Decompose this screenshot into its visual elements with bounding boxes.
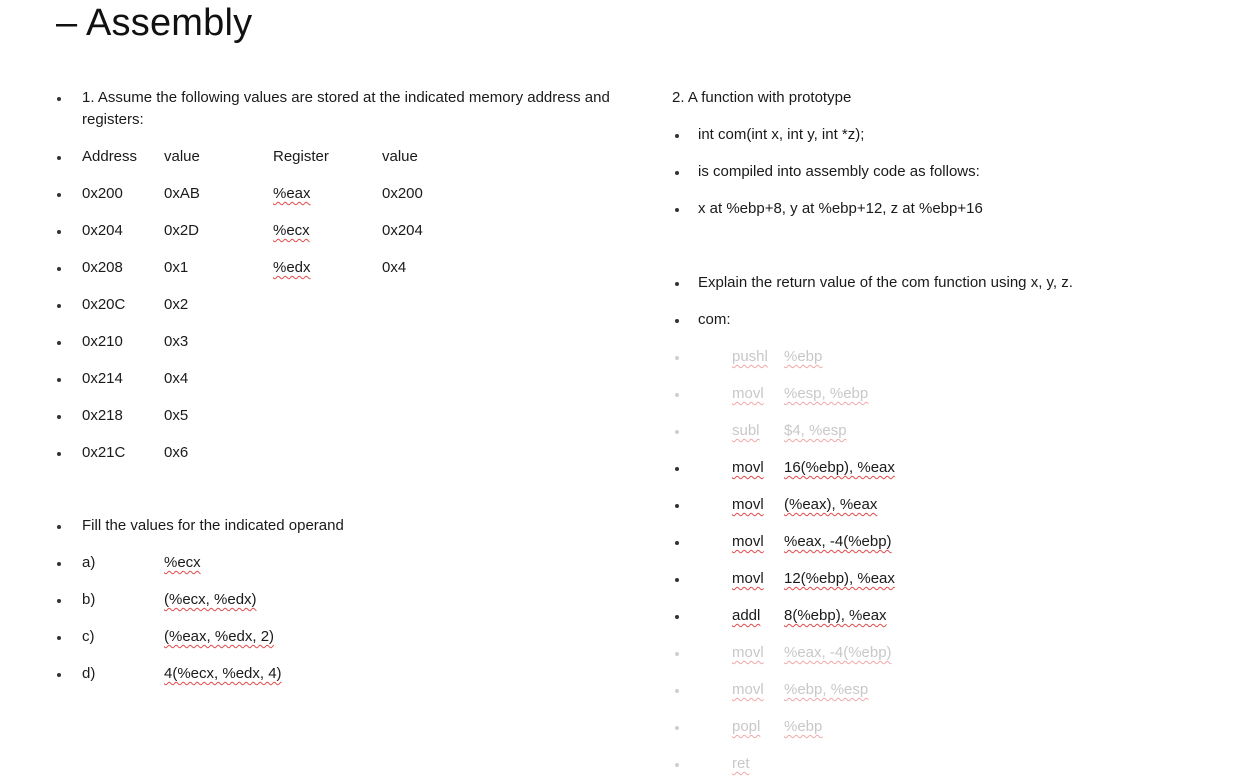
bullet bbox=[675, 393, 679, 397]
bullet bbox=[675, 504, 679, 508]
code-opcode: movl bbox=[732, 681, 764, 698]
memory-value: 0x5 bbox=[164, 407, 189, 424]
operand-label: b) bbox=[82, 591, 96, 608]
fill-prompt: Fill the values for the indicated operand bbox=[82, 517, 344, 534]
memory-address: 0x214 bbox=[82, 370, 123, 387]
memory-value: 0x4 bbox=[164, 370, 189, 387]
operand-expression: (%ecx, %edx) bbox=[164, 591, 257, 608]
register-value: 0x4 bbox=[382, 259, 407, 276]
bullet bbox=[675, 171, 679, 175]
code-opcode: ret bbox=[732, 755, 750, 772]
code-operands: $4, %esp bbox=[784, 422, 847, 439]
bullet bbox=[675, 652, 679, 656]
memory-value: 0x6 bbox=[164, 444, 189, 461]
code-line bbox=[732, 533, 892, 551]
code-line bbox=[732, 422, 847, 440]
bullet bbox=[57, 193, 61, 197]
register-name: %eax bbox=[273, 185, 311, 202]
code-line bbox=[732, 385, 868, 403]
code-line bbox=[732, 718, 822, 736]
operand-expression: (%eax, %edx, 2) bbox=[164, 628, 275, 645]
bullet bbox=[675, 134, 679, 138]
code-operands: %ebp, %esp bbox=[784, 681, 869, 698]
code-line bbox=[732, 644, 892, 662]
bullet bbox=[675, 319, 679, 323]
code-operands: (%eax), %eax bbox=[784, 496, 878, 513]
bullet bbox=[57, 230, 61, 234]
q1-intro: 1. Assume the following values are stored at the indicated memory address and bbox=[82, 89, 610, 106]
bullet bbox=[675, 541, 679, 545]
bullet bbox=[675, 467, 679, 471]
code-operands: 8(%ebp), %eax bbox=[784, 607, 887, 624]
bullet bbox=[57, 156, 61, 160]
bullet bbox=[57, 378, 61, 382]
code-opcode: pushl bbox=[732, 348, 768, 365]
bullet bbox=[57, 673, 61, 677]
code-operands: %ebp bbox=[784, 718, 823, 735]
register-value: 0x204 bbox=[382, 222, 423, 239]
memory-address: 0x218 bbox=[82, 407, 123, 424]
bullet bbox=[675, 689, 679, 693]
memory-address: 0x210 bbox=[82, 333, 123, 350]
memory-value: 0x1 bbox=[164, 259, 189, 276]
memory-address: 0x200 bbox=[82, 185, 123, 202]
bullet bbox=[675, 615, 679, 619]
code-line bbox=[732, 681, 868, 699]
bullet bbox=[675, 356, 679, 360]
register-name: %ecx bbox=[273, 222, 310, 239]
code-opcode: popl bbox=[732, 718, 761, 735]
operand-expression: 4(%ecx, %edx, 4) bbox=[164, 665, 282, 682]
code-line bbox=[732, 496, 877, 514]
operand-label: a) bbox=[82, 554, 96, 571]
memory-address: 0x20C bbox=[82, 296, 126, 313]
code-operands: %eax, -4(%ebp) bbox=[784, 533, 892, 550]
code-line bbox=[732, 348, 822, 366]
code-opcode: movl bbox=[732, 496, 764, 513]
function-label: com: bbox=[698, 311, 731, 328]
code-line bbox=[732, 570, 895, 588]
register-name: %edx bbox=[273, 259, 311, 276]
header-value: value bbox=[164, 148, 200, 165]
bullet bbox=[675, 430, 679, 434]
bullet bbox=[57, 452, 61, 456]
bullet bbox=[675, 763, 679, 767]
bullet bbox=[57, 341, 61, 345]
memory-value: 0x3 bbox=[164, 333, 189, 350]
code-line bbox=[732, 459, 895, 477]
bullet bbox=[675, 578, 679, 582]
bullet bbox=[57, 267, 61, 271]
bullet bbox=[57, 562, 61, 566]
page-title: – Assembly bbox=[56, 2, 253, 44]
q1-intro-cont: registers: bbox=[82, 111, 144, 128]
operand-label: d) bbox=[82, 665, 96, 682]
explain-text: Explain the return value of the com function using x, y, z. bbox=[698, 274, 1073, 291]
bullet bbox=[57, 97, 61, 101]
memory-value: 0x2D bbox=[164, 222, 200, 239]
code-operands: %ebp bbox=[784, 348, 823, 365]
memory-value: 0x2 bbox=[164, 296, 189, 313]
code-opcode: addl bbox=[732, 607, 761, 624]
args-text: x at %ebp+8, y at %ebp+12, z at %ebp+16 bbox=[698, 200, 983, 217]
memory-address: 0x208 bbox=[82, 259, 123, 276]
code-opcode: movl bbox=[732, 533, 764, 550]
operand-expression: %ecx bbox=[164, 554, 201, 571]
q2-intro: 2. A function with prototype bbox=[672, 89, 852, 106]
bullet bbox=[57, 304, 61, 308]
code-opcode: movl bbox=[732, 644, 764, 661]
prototype: int com(int x, int y, int *z); bbox=[698, 126, 865, 143]
code-opcode: movl bbox=[732, 570, 764, 587]
memory-value: 0xAB bbox=[164, 185, 200, 202]
code-operands: %eax, -4(%ebp) bbox=[784, 644, 892, 661]
bullet bbox=[57, 636, 61, 640]
code-operands: 16(%ebp), %eax bbox=[784, 459, 895, 476]
code-opcode: subl bbox=[732, 422, 760, 439]
code-operands: %esp, %ebp bbox=[784, 385, 869, 402]
code-operands: 12(%ebp), %eax bbox=[784, 570, 895, 587]
bullet bbox=[57, 415, 61, 419]
code-line bbox=[732, 607, 887, 625]
operand-label: c) bbox=[82, 628, 95, 645]
bullet bbox=[675, 208, 679, 212]
bullet bbox=[675, 726, 679, 730]
bullet bbox=[675, 282, 679, 286]
header-address: Address bbox=[82, 148, 138, 165]
code-opcode: movl bbox=[732, 385, 764, 402]
code-line bbox=[732, 755, 784, 773]
header-register: Register bbox=[273, 148, 329, 165]
bullet bbox=[57, 599, 61, 603]
memory-address: 0x204 bbox=[82, 222, 123, 239]
header-reg-value: value bbox=[382, 148, 418, 165]
bullet bbox=[57, 525, 61, 529]
compiled-text: is compiled into assembly code as follows: bbox=[698, 163, 980, 180]
code-opcode: movl bbox=[732, 459, 764, 476]
register-value: 0x200 bbox=[382, 185, 423, 202]
memory-address: 0x21C bbox=[82, 444, 126, 461]
